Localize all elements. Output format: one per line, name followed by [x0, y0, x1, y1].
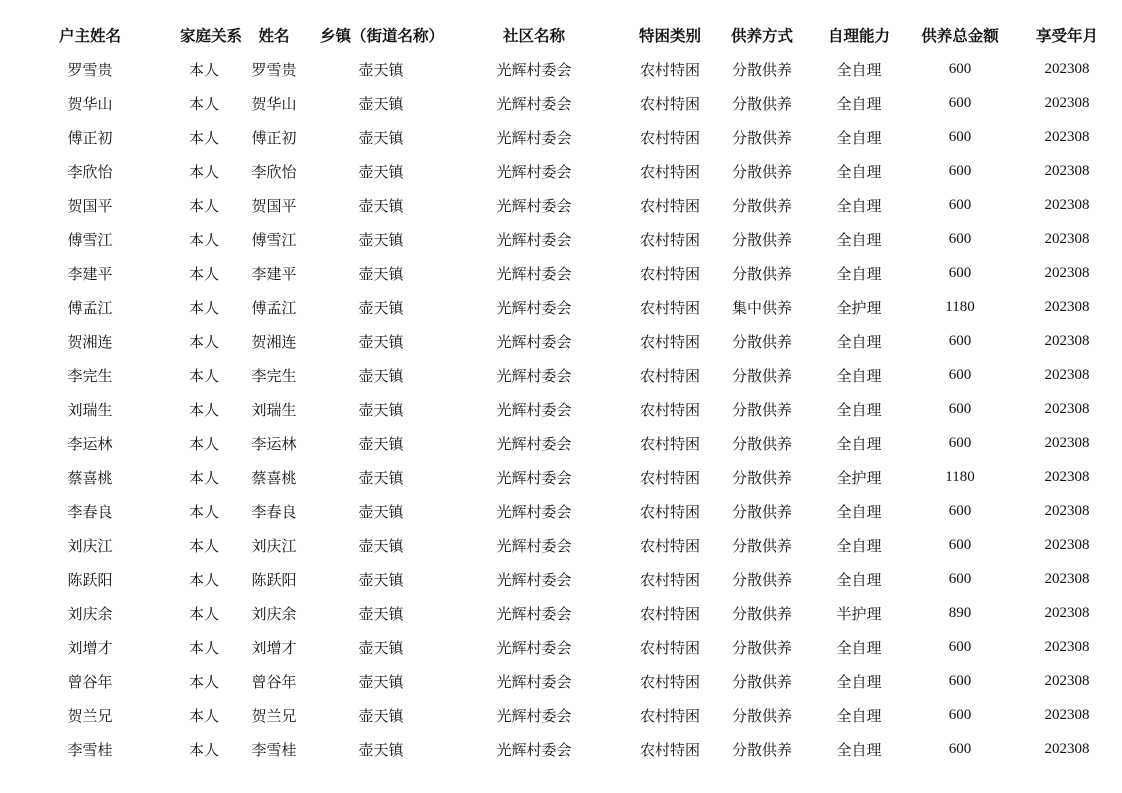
- cell-name: 曾谷年: [251, 672, 297, 691]
- table-row: [0, 494, 1122, 528]
- cell-town: 壶天镇: [358, 366, 404, 385]
- cell-amount: 1180: [945, 468, 975, 485]
- cell-category: 农村特困: [639, 536, 700, 555]
- cell-household-head: 李建平: [67, 264, 113, 283]
- cell-name: 陈跃阳: [251, 570, 297, 589]
- cell-support-mode: 分散供养: [731, 740, 792, 759]
- cell-relation: 本人: [188, 60, 219, 79]
- cell-support-mode: 分散供养: [731, 196, 792, 215]
- table-row: [0, 562, 1122, 596]
- table-row: [0, 698, 1122, 732]
- cell-self-care: 全自理: [836, 366, 882, 385]
- cell-amount: 890: [948, 604, 972, 621]
- cell-town: 壶天镇: [358, 264, 404, 283]
- table-row: [0, 392, 1122, 426]
- table-row: [0, 52, 1122, 86]
- table-row: [0, 630, 1122, 664]
- cell-amount: 600: [948, 366, 972, 383]
- table-row: [0, 188, 1122, 222]
- column-header-category: 特困类别: [638, 27, 701, 45]
- cell-support-mode: 分散供养: [731, 706, 792, 725]
- cell-name: 李春良: [251, 502, 297, 521]
- cell-self-care: 全自理: [836, 434, 882, 453]
- cell-support-mode: 分散供养: [731, 468, 792, 487]
- beneficiary-table: [0, 18, 1122, 766]
- column-header-self-care: 自理能力: [827, 27, 890, 45]
- cell-category: 农村特困: [639, 332, 700, 351]
- cell-community: 光辉村委会: [496, 196, 572, 215]
- cell-amount: 600: [948, 94, 972, 111]
- cell-self-care: 全自理: [836, 740, 882, 759]
- cell-amount: 600: [948, 264, 972, 281]
- cell-household-head: 刘增才: [67, 638, 113, 657]
- cell-household-head: 傅正初: [67, 128, 113, 147]
- cell-name: 傅雪江: [251, 230, 297, 249]
- cell-community: 光辉村委会: [496, 740, 572, 759]
- cell-relation: 本人: [188, 672, 219, 691]
- table-row: [0, 596, 1122, 630]
- column-header-household-head: 户主姓名: [58, 27, 121, 45]
- cell-town: 壶天镇: [358, 94, 404, 113]
- cell-town: 壶天镇: [358, 468, 404, 487]
- cell-month: 202308: [1044, 332, 1090, 349]
- cell-self-care: 全自理: [836, 638, 882, 657]
- cell-relation: 本人: [188, 230, 219, 249]
- cell-month: 202308: [1044, 162, 1090, 179]
- cell-relation: 本人: [188, 128, 219, 147]
- cell-amount: 600: [948, 502, 972, 519]
- cell-town: 壶天镇: [358, 128, 404, 147]
- cell-amount: 600: [948, 434, 972, 451]
- cell-community: 光辉村委会: [496, 162, 572, 181]
- cell-amount: 600: [948, 706, 972, 723]
- cell-support-mode: 分散供养: [731, 332, 792, 351]
- cell-month: 202308: [1044, 570, 1090, 587]
- cell-town: 壶天镇: [358, 400, 404, 419]
- cell-name: 傅正初: [251, 128, 297, 147]
- cell-household-head: 刘庆江: [67, 536, 113, 555]
- cell-community: 光辉村委会: [496, 604, 572, 623]
- cell-town: 壶天镇: [358, 60, 404, 79]
- cell-name: 罗雪贵: [251, 60, 297, 79]
- cell-community: 光辉村委会: [496, 128, 572, 147]
- cell-self-care: 全自理: [836, 162, 882, 181]
- cell-month: 202308: [1044, 706, 1090, 723]
- table-row: [0, 222, 1122, 256]
- cell-town: 壶天镇: [358, 502, 404, 521]
- cell-town: 壶天镇: [358, 706, 404, 725]
- cell-town: 壶天镇: [358, 536, 404, 555]
- cell-community: 光辉村委会: [496, 60, 572, 79]
- cell-support-mode: 分散供养: [731, 604, 792, 623]
- column-header-amount: 供养总金额: [921, 27, 999, 45]
- table-row: [0, 290, 1122, 324]
- table-header-row: [0, 18, 1122, 52]
- cell-name: 李完生: [251, 366, 297, 385]
- cell-amount: 600: [948, 162, 972, 179]
- cell-name: 贺兰兄: [251, 706, 297, 725]
- cell-amount: 600: [948, 128, 972, 145]
- cell-town: 壶天镇: [358, 672, 404, 691]
- cell-relation: 本人: [188, 502, 219, 521]
- cell-self-care: 全自理: [836, 672, 882, 691]
- cell-name: 李运林: [251, 434, 297, 453]
- cell-household-head: 贺国平: [67, 196, 113, 215]
- cell-category: 农村特困: [639, 434, 700, 453]
- cell-relation: 本人: [188, 400, 219, 419]
- cell-town: 壶天镇: [358, 434, 404, 453]
- cell-month: 202308: [1044, 604, 1090, 621]
- cell-category: 农村特困: [639, 128, 700, 147]
- cell-month: 202308: [1044, 638, 1090, 655]
- cell-category: 农村特困: [639, 230, 700, 249]
- cell-category: 农村特困: [639, 740, 700, 759]
- cell-category: 农村特困: [639, 638, 700, 657]
- cell-self-care: 全自理: [836, 400, 882, 419]
- column-header-month: 享受年月: [1035, 27, 1098, 45]
- cell-self-care: 全自理: [836, 536, 882, 555]
- cell-category: 农村特困: [639, 94, 700, 113]
- table-row: [0, 460, 1122, 494]
- cell-amount: 600: [948, 230, 972, 247]
- cell-category: 农村特困: [639, 604, 700, 623]
- cell-community: 光辉村委会: [496, 400, 572, 419]
- cell-month: 202308: [1044, 94, 1090, 111]
- cell-community: 光辉村委会: [496, 230, 572, 249]
- cell-relation: 本人: [188, 706, 219, 725]
- cell-month: 202308: [1044, 400, 1090, 417]
- cell-category: 农村特困: [639, 162, 700, 181]
- cell-relation: 本人: [188, 434, 219, 453]
- cell-amount: 600: [948, 196, 972, 213]
- cell-month: 202308: [1044, 298, 1090, 315]
- cell-amount: 600: [948, 332, 972, 349]
- cell-community: 光辉村委会: [496, 94, 572, 113]
- cell-self-care: 全自理: [836, 230, 882, 249]
- column-header-name: 姓名: [258, 27, 290, 45]
- cell-self-care: 半护理: [836, 604, 882, 623]
- cell-category: 农村特困: [639, 672, 700, 691]
- cell-support-mode: 分散供养: [731, 400, 792, 419]
- cell-self-care: 全自理: [836, 332, 882, 351]
- cell-relation: 本人: [188, 298, 219, 317]
- cell-household-head: 贺华山: [67, 94, 113, 113]
- cell-town: 壶天镇: [358, 740, 404, 759]
- cell-month: 202308: [1044, 366, 1090, 383]
- cell-month: 202308: [1044, 434, 1090, 451]
- cell-community: 光辉村委会: [496, 706, 572, 725]
- cell-community: 光辉村委会: [496, 570, 572, 589]
- cell-name: 贺湘连: [251, 332, 297, 351]
- cell-town: 壶天镇: [358, 570, 404, 589]
- cell-self-care: 全自理: [836, 570, 882, 589]
- cell-household-head: 李欣怡: [67, 162, 113, 181]
- cell-household-head: 傅雪江: [67, 230, 113, 249]
- cell-relation: 本人: [188, 196, 219, 215]
- cell-household-head: 李运林: [67, 434, 113, 453]
- cell-relation: 本人: [188, 162, 219, 181]
- cell-amount: 600: [948, 536, 972, 553]
- cell-community: 光辉村委会: [496, 366, 572, 385]
- cell-relation: 本人: [188, 468, 219, 487]
- cell-month: 202308: [1044, 740, 1090, 757]
- cell-relation: 本人: [188, 740, 219, 759]
- column-header-town: 乡镇（街道名称）: [320, 27, 445, 45]
- document-sheet: [0, 18, 1122, 766]
- cell-town: 壶天镇: [358, 638, 404, 657]
- cell-relation: 本人: [188, 604, 219, 623]
- cell-community: 光辉村委会: [496, 672, 572, 691]
- cell-name: 李建平: [251, 264, 297, 283]
- cell-support-mode: 分散供养: [731, 366, 792, 385]
- cell-community: 光辉村委会: [496, 264, 572, 283]
- cell-household-head: 陈跃阳: [67, 570, 113, 589]
- cell-self-care: 全自理: [836, 128, 882, 147]
- cell-relation: 本人: [188, 366, 219, 385]
- column-header-support-mode: 供养方式: [730, 27, 793, 45]
- table-row: [0, 358, 1122, 392]
- cell-name: 刘庆余: [251, 604, 297, 623]
- cell-relation: 本人: [188, 638, 219, 657]
- cell-household-head: 罗雪贵: [67, 60, 113, 79]
- cell-name: 傅孟江: [251, 298, 297, 317]
- cell-household-head: 李春良: [67, 502, 113, 521]
- cell-month: 202308: [1044, 128, 1090, 145]
- cell-support-mode: 分散供养: [731, 60, 792, 79]
- table-row: [0, 732, 1122, 766]
- cell-month: 202308: [1044, 264, 1090, 281]
- cell-name: 贺国平: [251, 196, 297, 215]
- cell-amount: 600: [948, 672, 972, 689]
- cell-support-mode: 分散供养: [731, 502, 792, 521]
- cell-household-head: 贺兰兄: [67, 706, 113, 725]
- cell-community: 光辉村委会: [496, 536, 572, 555]
- cell-town: 壶天镇: [358, 230, 404, 249]
- cell-town: 壶天镇: [358, 604, 404, 623]
- cell-amount: 600: [948, 60, 972, 77]
- cell-support-mode: 分散供养: [731, 94, 792, 113]
- cell-category: 农村特困: [639, 468, 700, 487]
- cell-month: 202308: [1044, 60, 1090, 77]
- cell-relation: 本人: [188, 264, 219, 283]
- cell-household-head: 贺湘连: [67, 332, 113, 351]
- cell-amount: 600: [948, 740, 972, 757]
- cell-relation: 本人: [188, 332, 219, 351]
- table-row: [0, 324, 1122, 358]
- cell-support-mode: 集中供养: [731, 298, 792, 317]
- cell-support-mode: 分散供养: [731, 230, 792, 249]
- cell-category: 农村特困: [639, 502, 700, 521]
- cell-month: 202308: [1044, 468, 1090, 485]
- cell-category: 农村特困: [639, 400, 700, 419]
- cell-support-mode: 分散供养: [731, 162, 792, 181]
- cell-self-care: 全自理: [836, 502, 882, 521]
- cell-support-mode: 分散供养: [731, 570, 792, 589]
- cell-town: 壶天镇: [358, 298, 404, 317]
- column-header-community: 社区名称: [502, 27, 565, 45]
- cell-name: 李欣怡: [251, 162, 297, 181]
- cell-month: 202308: [1044, 672, 1090, 689]
- cell-name: 刘瑞生: [251, 400, 297, 419]
- cell-community: 光辉村委会: [496, 332, 572, 351]
- cell-community: 光辉村委会: [496, 468, 572, 487]
- cell-community: 光辉村委会: [496, 434, 572, 453]
- cell-town: 壶天镇: [358, 162, 404, 181]
- cell-category: 农村特困: [639, 196, 700, 215]
- cell-self-care: 全自理: [836, 706, 882, 725]
- cell-name: 刘庆江: [251, 536, 297, 555]
- cell-amount: 1180: [945, 298, 975, 315]
- cell-household-head: 李雪桂: [67, 740, 113, 759]
- cell-month: 202308: [1044, 536, 1090, 553]
- cell-self-care: 全自理: [836, 196, 882, 215]
- cell-household-head: 刘庆余: [67, 604, 113, 623]
- cell-month: 202308: [1044, 502, 1090, 519]
- cell-town: 壶天镇: [358, 196, 404, 215]
- cell-community: 光辉村委会: [496, 638, 572, 657]
- column-header-relation: 家庭关系: [180, 27, 243, 45]
- cell-self-care: 全自理: [836, 94, 882, 113]
- cell-self-care: 全自理: [836, 60, 882, 79]
- cell-month: 202308: [1044, 196, 1090, 213]
- cell-community: 光辉村委会: [496, 502, 572, 521]
- cell-amount: 600: [948, 570, 972, 587]
- cell-support-mode: 分散供养: [731, 434, 792, 453]
- table-body: [0, 52, 1122, 766]
- cell-amount: 600: [948, 638, 972, 655]
- cell-name: 李雪桂: [251, 740, 297, 759]
- cell-relation: 本人: [188, 570, 219, 589]
- table-row: [0, 256, 1122, 290]
- cell-support-mode: 分散供养: [731, 672, 792, 691]
- cell-relation: 本人: [188, 536, 219, 555]
- cell-category: 农村特困: [639, 706, 700, 725]
- cell-household-head: 曾谷年: [67, 672, 113, 691]
- cell-household-head: 刘瑞生: [67, 400, 113, 419]
- cell-amount: 600: [948, 400, 972, 417]
- cell-town: 壶天镇: [358, 332, 404, 351]
- cell-self-care: 全自理: [836, 264, 882, 283]
- table-row: [0, 154, 1122, 188]
- cell-support-mode: 分散供养: [731, 536, 792, 555]
- cell-household-head: 蔡喜桃: [67, 468, 113, 487]
- table-row: [0, 426, 1122, 460]
- cell-community: 光辉村委会: [496, 298, 572, 317]
- cell-category: 农村特困: [639, 570, 700, 589]
- cell-name: 贺华山: [251, 94, 297, 113]
- cell-category: 农村特困: [639, 366, 700, 385]
- table-row: [0, 120, 1122, 154]
- cell-self-care: 全护理: [836, 468, 882, 487]
- cell-month: 202308: [1044, 230, 1090, 247]
- cell-household-head: 傅孟江: [67, 298, 113, 317]
- cell-category: 农村特困: [639, 298, 700, 317]
- cell-support-mode: 分散供养: [731, 264, 792, 283]
- table-row: [0, 86, 1122, 120]
- cell-name: 蔡喜桃: [251, 468, 297, 487]
- cell-name: 刘增才: [251, 638, 297, 657]
- cell-support-mode: 分散供养: [731, 128, 792, 147]
- cell-category: 农村特困: [639, 60, 700, 79]
- cell-support-mode: 分散供养: [731, 638, 792, 657]
- table-row: [0, 664, 1122, 698]
- table-row: [0, 528, 1122, 562]
- cell-category: 农村特困: [639, 264, 700, 283]
- cell-self-care: 全护理: [836, 298, 882, 317]
- cell-relation: 本人: [188, 94, 219, 113]
- cell-household-head: 李完生: [67, 366, 113, 385]
